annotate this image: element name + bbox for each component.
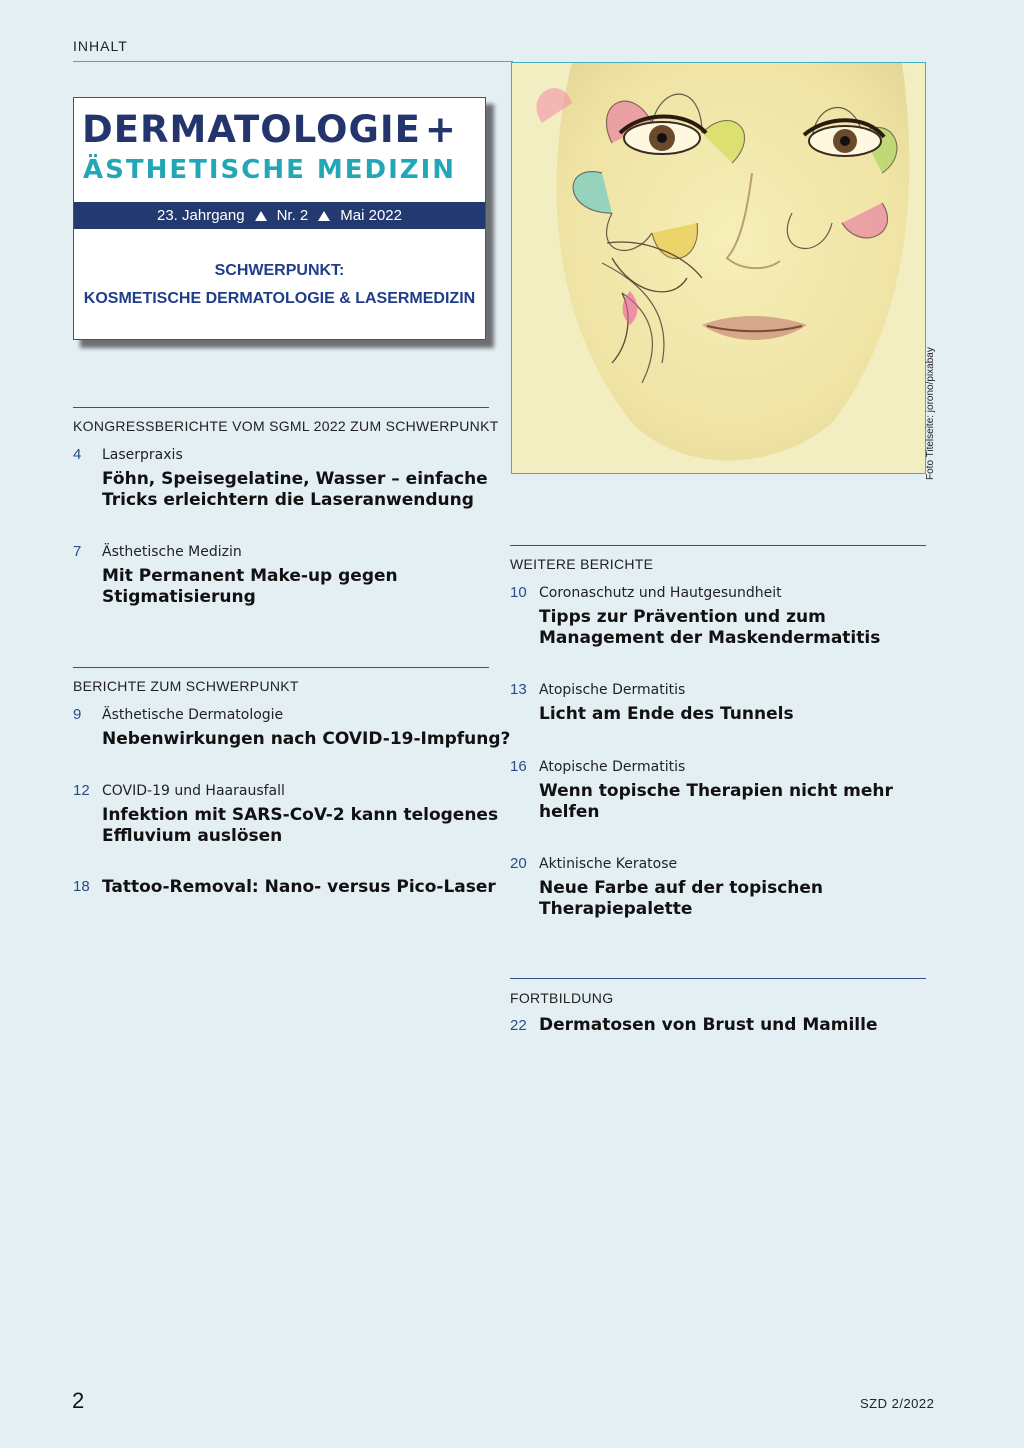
section-rule-weitere [510, 545, 926, 546]
issue-info-band [74, 202, 485, 229]
section-rule-schwerpunkt [73, 667, 489, 668]
toc-entry-page: 10 [510, 584, 527, 601]
header-rule [73, 61, 513, 62]
cover-image [511, 62, 926, 474]
toc-entry-title[interactable]: Neue Farbe auf der topischen Therapiepalette [539, 878, 824, 919]
issue-label: SZD 2/2022 [860, 1396, 935, 1411]
toc-entry-kicker: COVID-19 und Haarausfall [102, 783, 285, 799]
toc-entry-page: 20 [510, 855, 527, 872]
issue-date-text: Mai 2022 [340, 207, 402, 224]
toc-entry-page: 7 [73, 543, 82, 560]
section-title-fortbildung: FORTBILDUNG [510, 990, 614, 1006]
triangle-separator-icon [318, 211, 330, 221]
logo-plus: + [424, 108, 457, 151]
toc-entry-page: 12 [73, 782, 90, 799]
toc-entry-kicker: Laserpraxis [102, 447, 183, 463]
focus-topic: KOSMETISCHE DERMATOLOGIE & LASERMEDIZIN [83, 290, 476, 307]
volume-text: 23. Jahrgang [157, 207, 245, 224]
toc-entry-title[interactable]: Mit Permanent Make-up gegen Stigmatisierung [102, 566, 398, 607]
face-illustration [512, 63, 925, 473]
triangle-separator-icon [255, 211, 267, 221]
toc-entry-title[interactable]: Licht am Ende des Tunnels [539, 704, 794, 724]
issue-number-text: Nr. 2 [276, 207, 309, 224]
section-title-schwerpunkt: BERICHTE ZUM SCHWERPUNKT [73, 678, 299, 694]
toc-entry-page: 16 [510, 758, 527, 775]
toc-entry-page: 13 [510, 681, 527, 698]
toc-entry-kicker: Ästhetische Dermatologie [102, 707, 284, 723]
toc-entry-title[interactable]: Nebenwirkungen nach COVID-19-Impfung? [102, 729, 511, 749]
toc-entry-page: 18 [73, 878, 90, 895]
section-title-kongress: KONGRESSBERICHTE VOM SGML 2022 ZUM SCHWERPUNKT [73, 418, 499, 434]
toc-entry-kicker: Atopische Dermatitis [539, 759, 686, 775]
toc-entry-kicker: Atopische Dermatitis [539, 682, 686, 698]
toc-entry-title[interactable]: Dermatosen von Brust und Mamille [539, 1015, 878, 1035]
page-number: 2 [72, 1388, 85, 1413]
section-title-weitere: WEITERE BERICHTE [510, 556, 654, 572]
toc-entry-kicker: Coronaschutz und Hautgesundheit [539, 585, 782, 601]
toc-entry-title[interactable]: Infektion mit SARS-CoV-2 kann telogenes Effluvium auslösen [102, 805, 499, 846]
section-header-label: INHALT [73, 38, 128, 54]
toc-entry-kicker: Aktinische Keratose [539, 856, 678, 872]
journal-logo-box [73, 97, 486, 340]
toc-entry-page: 9 [73, 706, 82, 723]
logo-title-line1: DERMATOLOGIE + [82, 108, 457, 151]
toc-entry-title[interactable]: Tipps zur Prävention und zum Management der Maskendermatitis [539, 607, 881, 648]
toc-entry-title[interactable]: Tattoo-Removal: Nano- versus Pico-Laser [102, 877, 496, 897]
toc-entry-title[interactable]: Wenn topische Therapien nicht mehr helfen [539, 781, 893, 822]
toc-entry-title[interactable]: Föhn, Speisegelatine, Wasser – einfache Tricks erleichtern die Laseranwendung [102, 469, 488, 510]
section-rule-kongress [73, 407, 489, 408]
focus-label: SCHWERPUNKT: [214, 262, 345, 279]
section-rule-fortbildung [510, 978, 926, 979]
toc-entry-page: 22 [510, 1017, 527, 1034]
toc-entry-page: 4 [73, 446, 82, 463]
toc-entry-kicker: Ästhetische Medizin [102, 544, 242, 560]
photo-credit: Foto Titelseite: jorono/pixabay [925, 347, 936, 480]
logo-title-line2: ÄSTHETISCHE MEDIZIN [83, 155, 457, 185]
